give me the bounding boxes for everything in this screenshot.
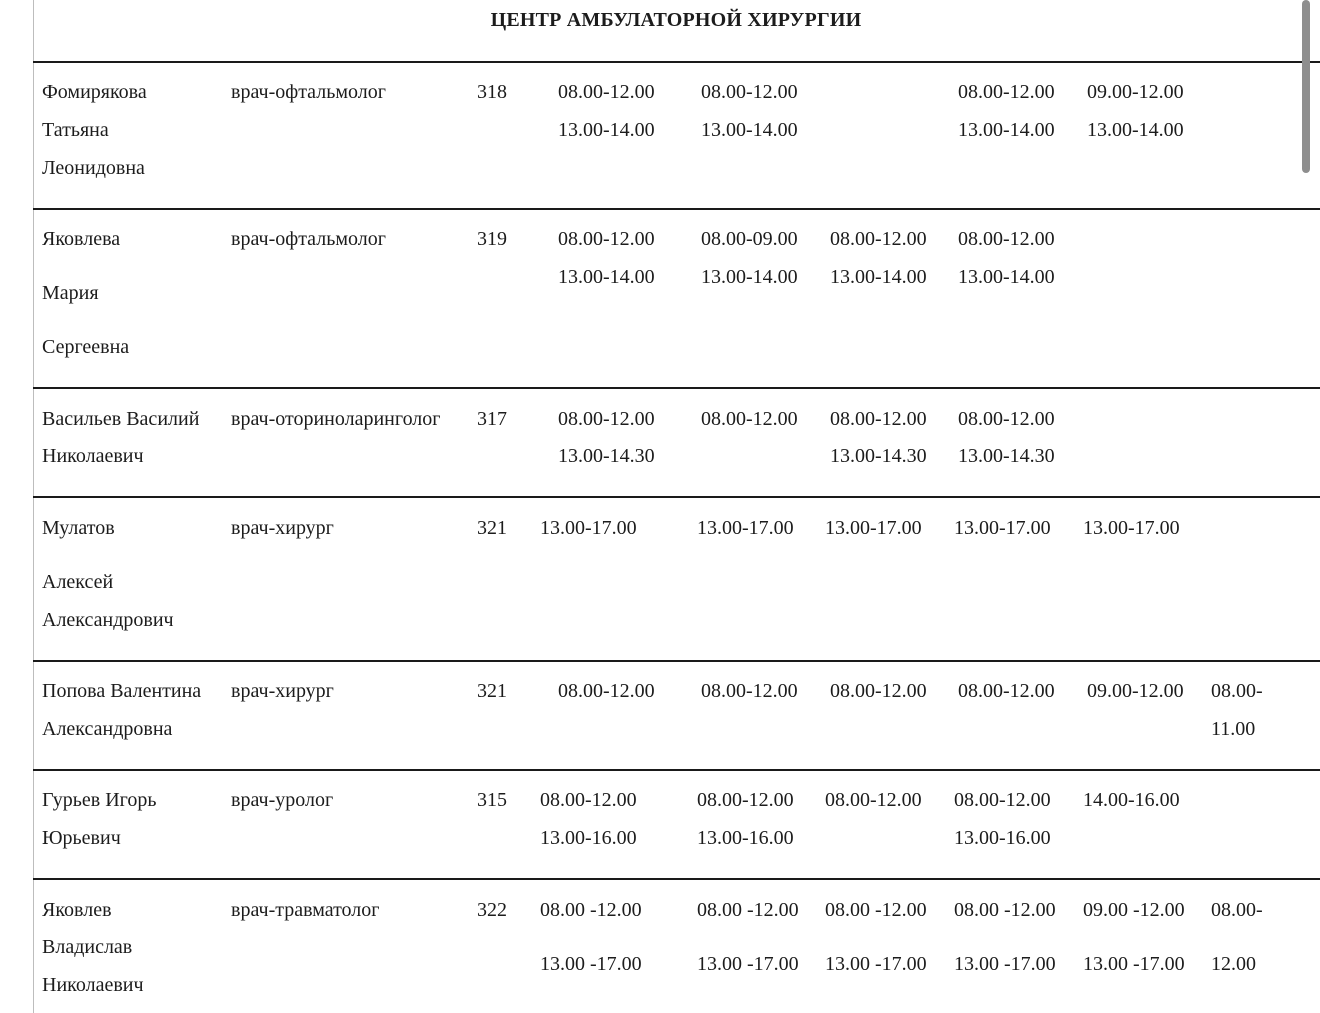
schedule-time: 09.00-12.00 [1087, 680, 1184, 702]
schedule-time: 08.00-12.00 [558, 408, 655, 430]
schedule-time: 13.00-16.00 [540, 827, 637, 849]
schedule-time: 08.00-12.00 [958, 408, 1055, 430]
schedule-time: 08.00- [1211, 680, 1263, 702]
schedule-time: 08.00 -12.00 [540, 899, 642, 921]
schedule-time: 13.00-14.00 [701, 266, 798, 288]
doctor-name-line: Гурьев Игорь [42, 789, 157, 811]
doctor-name-line: Сергеевна [42, 336, 130, 358]
doctor-name-line: Яковлев [42, 899, 112, 921]
doctor-name-line: Алексей [42, 571, 114, 593]
room-number: 319 [477, 228, 507, 250]
schedule-time: 08.00 -12.00 [954, 899, 1056, 921]
schedule-time: 13.00-14.30 [558, 445, 655, 467]
schedule-time: 08.00- [1211, 899, 1263, 921]
schedule-time: 13.00-14.00 [958, 119, 1055, 141]
schedule-time: 13.00 -17.00 [1083, 953, 1185, 975]
schedule-time: 13.00-17.00 [954, 517, 1051, 539]
schedule-time: 13.00-14.30 [958, 445, 1055, 467]
doctor-specialty: врач-уролог [231, 789, 334, 811]
doctor-name-line: Васильев Василий [42, 408, 200, 430]
row-divider [33, 208, 1320, 210]
row-divider [33, 878, 1320, 880]
vertical-scrollbar[interactable] [1302, 0, 1310, 173]
schedule-time: 13.00-14.00 [701, 119, 798, 141]
doctor-specialty: врач-хирург [231, 517, 334, 539]
doctor-name-line: Николаевич [42, 445, 144, 467]
schedule-time: 13.00-14.00 [830, 266, 927, 288]
schedule-time: 11.00 [1211, 718, 1256, 740]
schedule-time: 13.00-17.00 [825, 517, 922, 539]
room-number: 321 [477, 517, 507, 539]
schedule-time: 13.00-17.00 [540, 517, 637, 539]
doctor-name-line: Владислав [42, 936, 133, 958]
schedule-time: 12.00 [1211, 953, 1256, 975]
room-number: 318 [477, 81, 507, 103]
schedule-time: 13.00-16.00 [697, 827, 794, 849]
schedule-time: 08.00-12.00 [558, 228, 655, 250]
doctor-name-line: Мария [42, 282, 99, 304]
schedule-time: 13.00-16.00 [954, 827, 1051, 849]
schedule-time: 08.00 -12.00 [825, 899, 927, 921]
room-number: 315 [477, 789, 507, 811]
doctor-specialty: врач-офтальмолог [231, 81, 386, 103]
schedule-time: 08.00 -12.00 [697, 899, 799, 921]
schedule-time: 08.00-12.00 [830, 228, 927, 250]
room-number: 322 [477, 899, 507, 921]
schedule-time: 09.00 -12.00 [1083, 899, 1185, 921]
schedule-time: 13.00 -17.00 [954, 953, 1056, 975]
schedule-time: 13.00-14.00 [558, 266, 655, 288]
schedule-time: 08.00-12.00 [701, 408, 798, 430]
doctor-name-line: Николаевич [42, 974, 144, 996]
doctor-specialty: врач-оториноларинголог [231, 408, 441, 430]
schedule-time: 13.00-14.00 [558, 119, 655, 141]
schedule-time: 08.00-12.00 [830, 680, 927, 702]
doctor-name-line: Попова Валентина [42, 680, 202, 702]
schedule-time: 08.00-12.00 [958, 680, 1055, 702]
row-divider [33, 496, 1320, 498]
page-left-border [33, 0, 34, 1013]
schedule-time: 13.00 -17.00 [540, 953, 642, 975]
doctor-name-line: Яковлева [42, 228, 121, 250]
doctor-specialty: врач-офтальмолог [231, 228, 386, 250]
doctor-specialty: врач-хирург [231, 680, 334, 702]
doctor-name-line: Фомирякова [42, 81, 147, 103]
schedule-time: 13.00-17.00 [1083, 517, 1180, 539]
schedule-time: 08.00-12.00 [558, 680, 655, 702]
schedule-time: 08.00-12.00 [697, 789, 794, 811]
doctor-name-line: Татьяна [42, 119, 109, 141]
schedule-time: 08.00-12.00 [830, 408, 927, 430]
row-divider [33, 769, 1320, 771]
doctor-name-line: Александровна [42, 718, 173, 740]
schedule-time: 08.00-12.00 [958, 81, 1055, 103]
schedule-time: 08.00-12.00 [958, 228, 1055, 250]
doctor-specialty: врач-травматолог [231, 899, 380, 921]
schedule-time: 08.00-12.00 [825, 789, 922, 811]
room-number: 317 [477, 408, 507, 430]
schedule-time: 08.00-12.00 [558, 81, 655, 103]
schedule-time: 08.00-12.00 [701, 680, 798, 702]
page-title: ЦЕНТР АМБУЛАТОРНОЙ ХИРУРГИИ [490, 9, 862, 31]
schedule-time: 08.00-12.00 [540, 789, 637, 811]
schedule-time: 13.00 -17.00 [697, 953, 799, 975]
doctor-name-line: Юрьевич [42, 827, 121, 849]
schedule-time: 09.00-12.00 [1087, 81, 1184, 103]
room-number: 321 [477, 680, 507, 702]
doctor-name-line: Александрович [42, 609, 174, 631]
schedule-time: 13.00 -17.00 [825, 953, 927, 975]
schedule-time: 08.00-12.00 [954, 789, 1051, 811]
schedule-time: 13.00-17.00 [697, 517, 794, 539]
row-divider [33, 61, 1320, 63]
doctor-name-line: Мулатов [42, 517, 115, 539]
doctor-name-line: Леонидовна [42, 157, 145, 179]
schedule-time: 08.00-12.00 [701, 81, 798, 103]
row-divider [33, 660, 1320, 662]
schedule-time: 13.00-14.00 [1087, 119, 1184, 141]
schedule-time: 13.00-14.30 [830, 445, 927, 467]
schedule-time: 08.00-09.00 [701, 228, 798, 250]
row-divider [33, 387, 1320, 389]
schedule-time: 13.00-14.00 [958, 266, 1055, 288]
schedule-time: 14.00-16.00 [1083, 789, 1180, 811]
